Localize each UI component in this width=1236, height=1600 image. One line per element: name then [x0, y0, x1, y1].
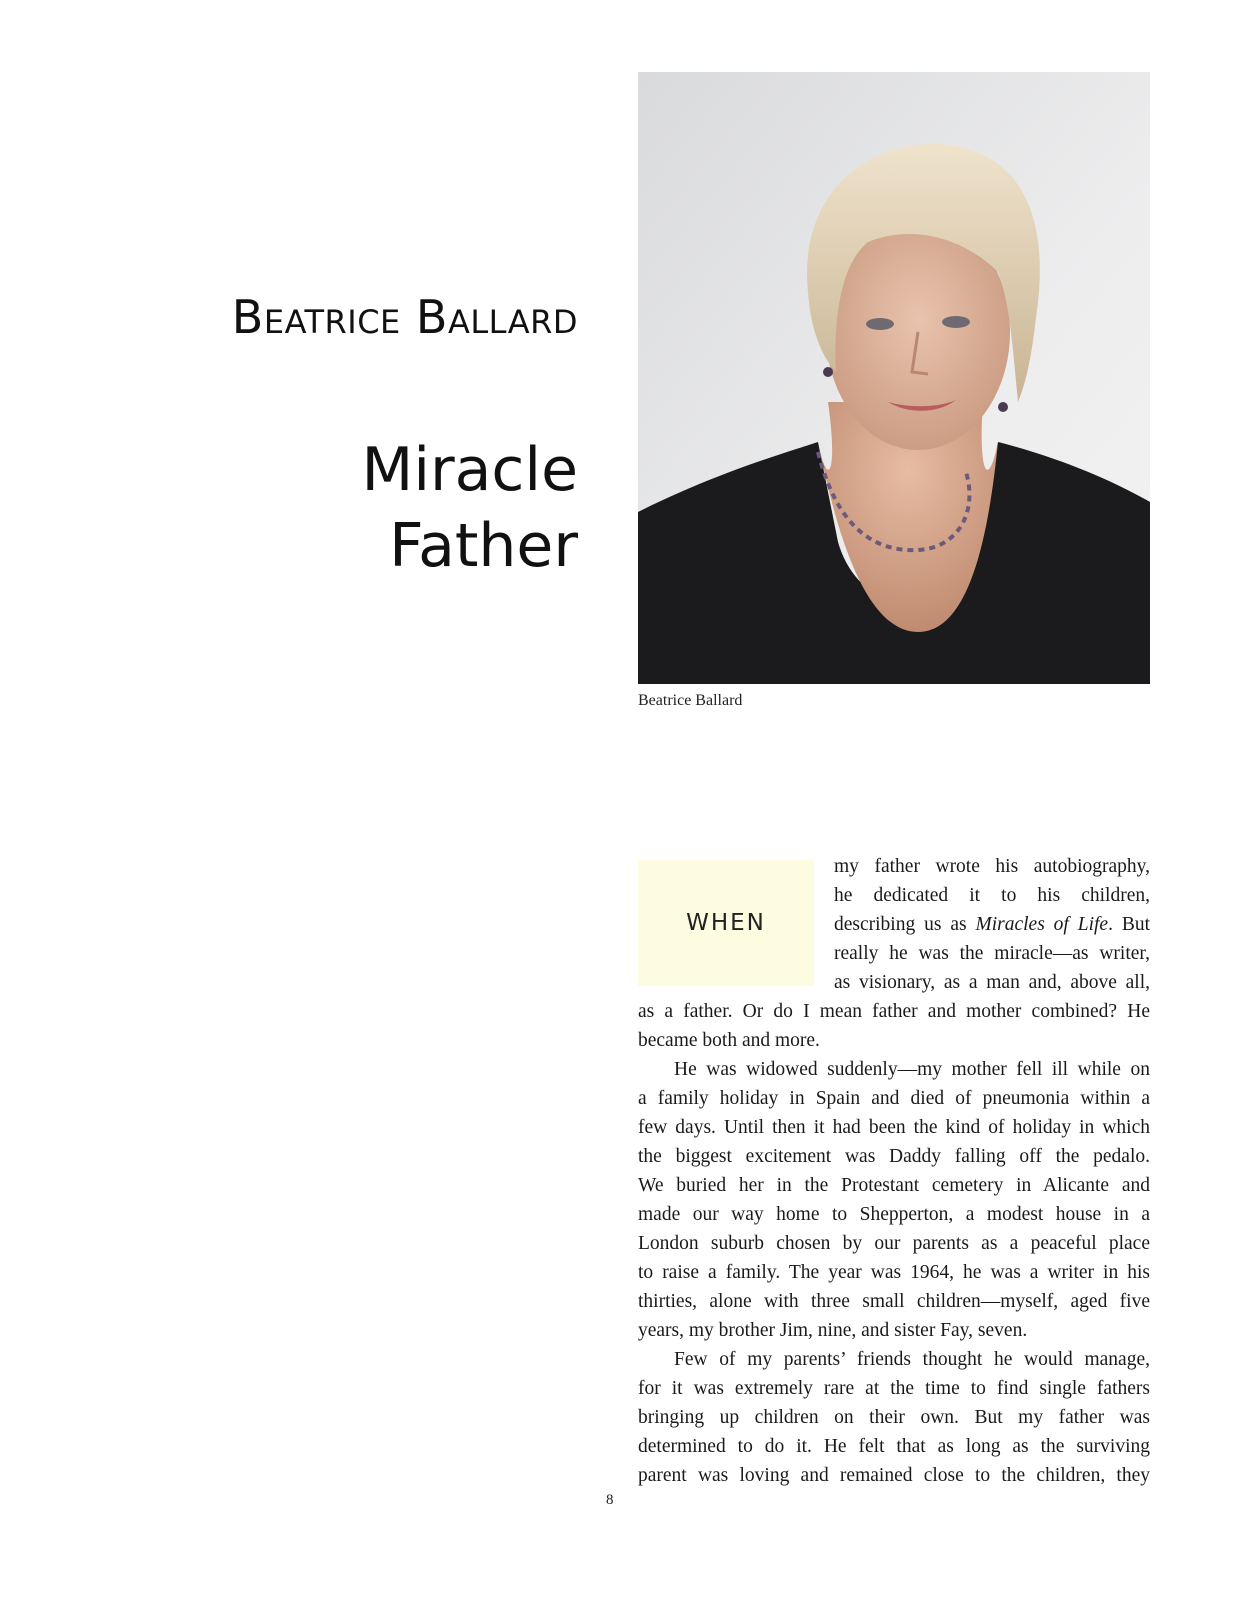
text-line: really he was the miracle—as writer, — [834, 943, 1150, 964]
text-line: as a father. Or do I mean father and mother combined? He — [638, 1001, 1150, 1022]
text-line: parent was loving and remained close to the children, they — [638, 1465, 1150, 1486]
author-photo — [638, 72, 1150, 684]
text-line: London suburb chosen by our parents as a peaceful place — [638, 1233, 1150, 1254]
drop-word: WHEN — [686, 910, 766, 936]
text-line: We buried her in the Protestant cemetery in Alicante and — [638, 1175, 1150, 1196]
chapter-title-line-2: Father — [389, 511, 578, 581]
page-number: 8 — [606, 1492, 614, 1508]
text-line: years, my brother Jim, nine, and sister Fay, seven. — [638, 1320, 1028, 1341]
text-line: few days. Until then it had been the kind of holiday in which — [638, 1117, 1150, 1138]
chapter-title-line-1: Miracle — [361, 435, 578, 505]
text-line: thirties, alone with three small children—myself, aged five — [638, 1291, 1150, 1312]
text-line: Few of my parents’ friends thought he would manage, — [674, 1349, 1150, 1370]
text-line: to raise a family. The year was 1964, he was a writer in his — [638, 1262, 1150, 1283]
text-line: a family holiday in Spain and died of pneumonia within a — [638, 1088, 1150, 1109]
text-line: my father wrote his autobiography, — [834, 856, 1150, 877]
text-line: became both and more. — [638, 1030, 820, 1051]
text-line: made our way home to Shepperton, a modest house in a — [638, 1204, 1150, 1225]
text-line — [638, 910, 1150, 939]
text-line: for it was extremely rare at the time to find single fathers — [638, 1378, 1150, 1399]
text-line: as visionary, as a man and, above all, — [834, 972, 1150, 993]
text-line: bringing up children on their own. But my father was — [638, 1407, 1150, 1428]
text-line: he dedicated it to his children, — [834, 885, 1150, 906]
text-line: He was widowed suddenly—my mother fell ill while on — [674, 1059, 1150, 1080]
chapter-title — [158, 432, 578, 584]
text-line: the biggest excitement was Daddy falling off the pedalo. — [638, 1146, 1150, 1167]
photo-caption: Beatrice Ballard — [638, 692, 743, 709]
text-line: determined to do it. He felt that as long as the surviving — [638, 1436, 1150, 1457]
author-name: Beatrice Ballard — [231, 290, 578, 344]
text-line-lead: describing us as — [834, 914, 976, 935]
book-title-italic: Miracles of Life — [975, 914, 1109, 935]
text-line-tail: . But — [1108, 914, 1150, 935]
body-text — [638, 852, 1150, 1490]
